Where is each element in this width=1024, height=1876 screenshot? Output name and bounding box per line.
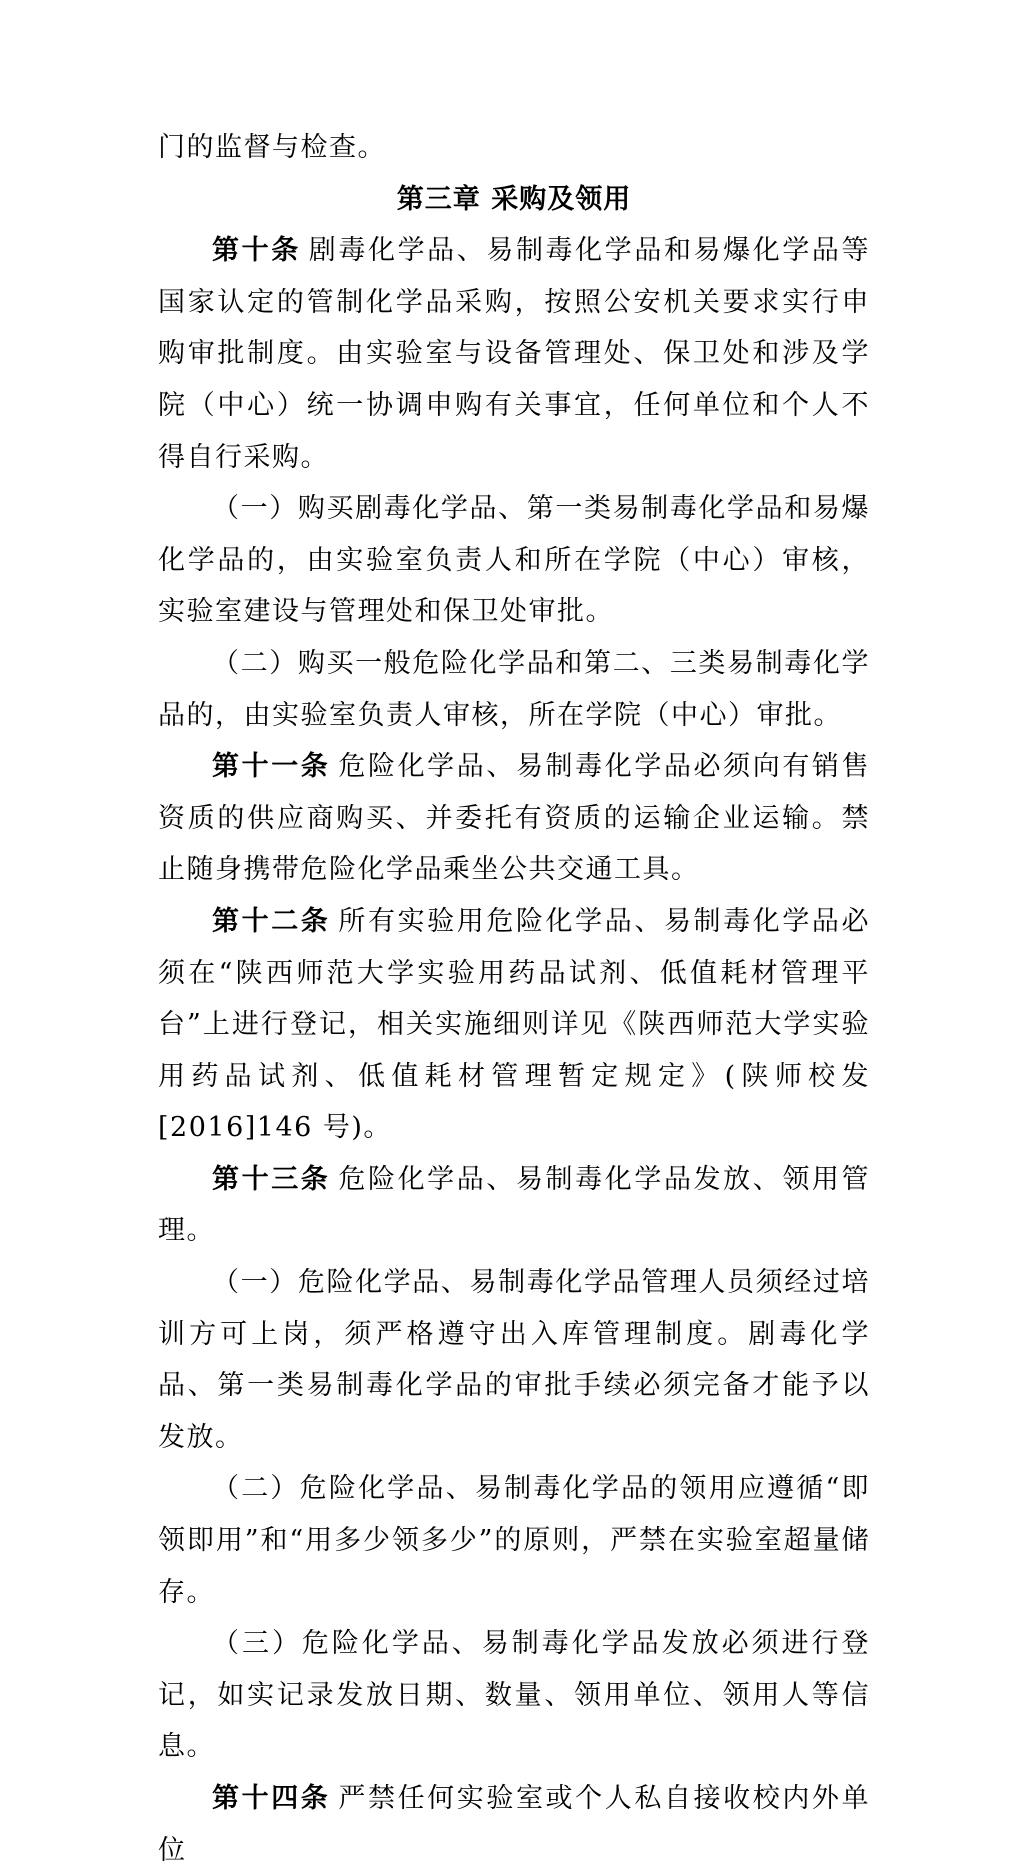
clause-text: （一）购买剧毒化学品、第一类易制毒化学品和易爆化学品的，由实验室负责人和所在学院（中心）审核，实验室建设与管理处和保卫处审批。 bbox=[158, 493, 870, 628]
clause-text: （二）购买一般危险化学品和第二、三类易制毒化学品的，由实验室负责人审核，所在学院（中心）审批。 bbox=[158, 647, 870, 731]
clause-item bbox=[158, 1618, 870, 1773]
article-13 bbox=[158, 1154, 870, 1257]
clause-item bbox=[158, 483, 870, 638]
article-label: 第十四条 bbox=[212, 1783, 331, 1814]
article-label: 第十三条 bbox=[212, 1163, 331, 1195]
clause-item bbox=[158, 1463, 870, 1618]
document-page bbox=[158, 122, 870, 1876]
article-label: 第十条 bbox=[212, 235, 301, 267]
article-text: 严禁任何实验室或个人私自接收校内外单位 bbox=[158, 1783, 871, 1866]
clause-item bbox=[158, 1257, 870, 1463]
chapter-title: 第三章 采购及领用 bbox=[396, 183, 632, 215]
article-text: 危险化学品、易制毒化学品必须向有销售资质的供应商购买、并委托有资质的运输企业运输。禁止随身携带危险化学品乘坐公共交通工具。 bbox=[158, 751, 871, 886]
article-text: 危险化学品、易制毒化学品发放、领用管理。 bbox=[158, 1163, 871, 1247]
article-label: 第十一条 bbox=[212, 751, 331, 783]
article-11 bbox=[158, 741, 870, 896]
continuation-text: 门的监督与检查。 bbox=[158, 132, 386, 163]
article-label: 第十二条 bbox=[212, 905, 331, 937]
clause-item bbox=[158, 638, 870, 741]
clause-text: （一）危险化学品、易制毒化学品管理人员须经过培训方可上岗，须严格遵守出入库管理制度。剧毒化学品、第一类易制毒化学品的审批手续必须完备才能予以发放。 bbox=[158, 1267, 870, 1453]
article-10 bbox=[158, 225, 870, 483]
article-text: 剧毒化学品、易制毒化学品和易爆化学品等国家认定的管制化学品采购，按照公安机关要求实行申购审批制度。由实验室与设备管理处、保卫处和涉及学院（中心）统一协调申购有关事宜，任何单位和个人不得自行采购。 bbox=[158, 235, 871, 473]
article-12 bbox=[158, 896, 870, 1154]
article-text: 所有实验用危险化学品、易制毒化学品必须在“陕西师范大学实验用药品试剂、低值耗材管理平台”上进行登记，相关实施细则详见《陕西师范大学实验用药品试剂、低值耗材管理暂定规定》(陕师校发[2016]146 号)。 bbox=[158, 905, 871, 1144]
clause-text: （二）危险化学品、易制毒化学品的领用应遵循“即领即用”和“用多少领多少”的原则，严禁在实验室超量储存。 bbox=[158, 1473, 870, 1608]
article-14 bbox=[158, 1773, 870, 1876]
clause-text: （三）危险化学品、易制毒化学品发放必须进行登记，如实记录发放日期、数量、领用单位、领用人等信息。 bbox=[158, 1628, 870, 1763]
